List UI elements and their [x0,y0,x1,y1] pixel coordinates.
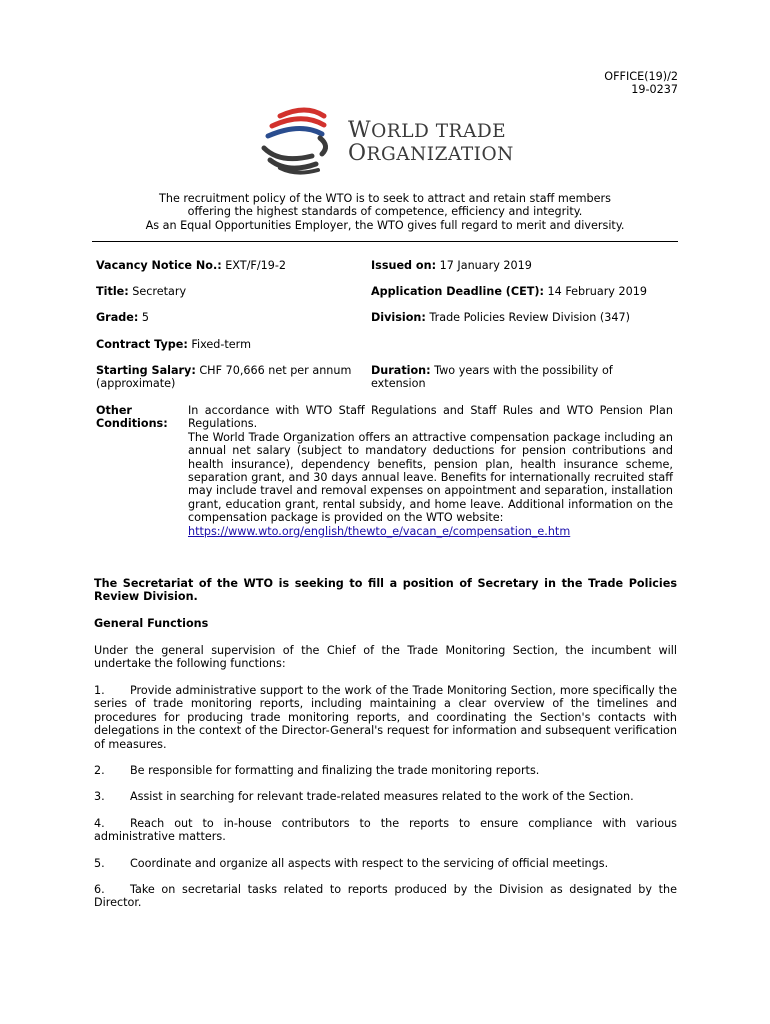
grade-field: Grade: 5 [96,311,150,324]
function-item: 3. Assist in searching for relevant trade-related measures related to the work of the Section. [94,790,634,803]
position-headline: The Secretariat of the WTO is seeking to fill a position of Secretary in the Trade Policies Review Division. [94,577,677,604]
reference-number: 19-0237 [631,83,678,97]
other-conditions-label: Other Conditions: [96,404,168,431]
division-field: Division: Trade Policies Review Division (347) [371,311,630,324]
function-item: 5. Coordinate and organize all aspects with respect to the servicing of official meetings. [94,857,609,870]
vacancy-notice-field: Vacancy Notice No.: EXT/F/19-2 [96,259,286,272]
wto-logo-swirl-icon [260,106,344,176]
contract-type-field: Contract Type: Fixed-term [96,338,251,351]
wto-logo-wordmark: WORLD TRADE ORGANIZATION [348,118,514,166]
function-item: 2. Be responsible for formatting and finalizing the trade monitoring reports. [94,764,540,777]
divider [92,241,678,242]
issued-on-field: Issued on: 17 January 2019 [371,259,532,272]
other-conditions-compensation: The World Trade Organization offers an attractive compensation package including an annual net salary (subject to mandatory deductions for pension contributions and health insurance), dependency benefits, pension plan, health insurance scheme, separation grant, and 30 days annual leave. Benefits for internationally recruited staff may include travel and removal expenses on appointment and separation, installation grant, education grant, rental subsidy, and home leave. Additional information on the compensation package is provided on the WTO website: [188,430,673,525]
reference-code: OFFICE(19)/2 [604,70,678,83]
function-item: 4. Reach out to in-house contributors to the reports to ensure compliance with various administrative matters. [94,817,677,844]
other-conditions-text [188,404,673,538]
starting-salary-field: Starting Salary: CHF 70,666 net per annum (approximate) [96,364,352,391]
wto-logo [260,106,520,176]
document-reference [604,70,678,97]
other-conditions-regulations: In accordance with WTO Staff Regulations and Staff Rules and WTO Pension Plan Regulations. [188,404,673,431]
title-field: Title: Secretary [96,285,187,298]
recruitment-policy-statement: The recruitment policy of the WTO is to seek to attract and retain staff members offering the highest standards of competence, efficiency and integrity. As an Equal Opportunities Employer, the WTO gives full regard to merit and diversity. [145,192,625,232]
functions-intro: Under the general supervision of the Chief of the Trade Monitoring Section, the incumbent will undertake the following functions: [94,644,677,671]
duration-field: Duration: Two years with the possibility of extension [371,364,613,391]
function-item: 6. Take on secretarial tasks related to reports produced by the Division as designated by the Director. [94,883,677,910]
application-deadline-field: Application Deadline (CET): 14 February 2019 [371,285,647,298]
function-item: 1. Provide administrative support to the work of the Trade Monitoring Section, more specifically the series of trade monitoring reports, including maintaining a clear overview of the timelines and procedures for producing trade monitoring reports, and coordinating the Section's contacts with delegations in the context of the Director-General's request for information and subsequent verification of measures. [94,684,677,751]
general-functions-heading: General Functions [94,617,209,630]
compensation-link[interactable]: https://www.wto.org/english/thewto_e/vacan_e/compensation_e.htm [188,524,571,538]
